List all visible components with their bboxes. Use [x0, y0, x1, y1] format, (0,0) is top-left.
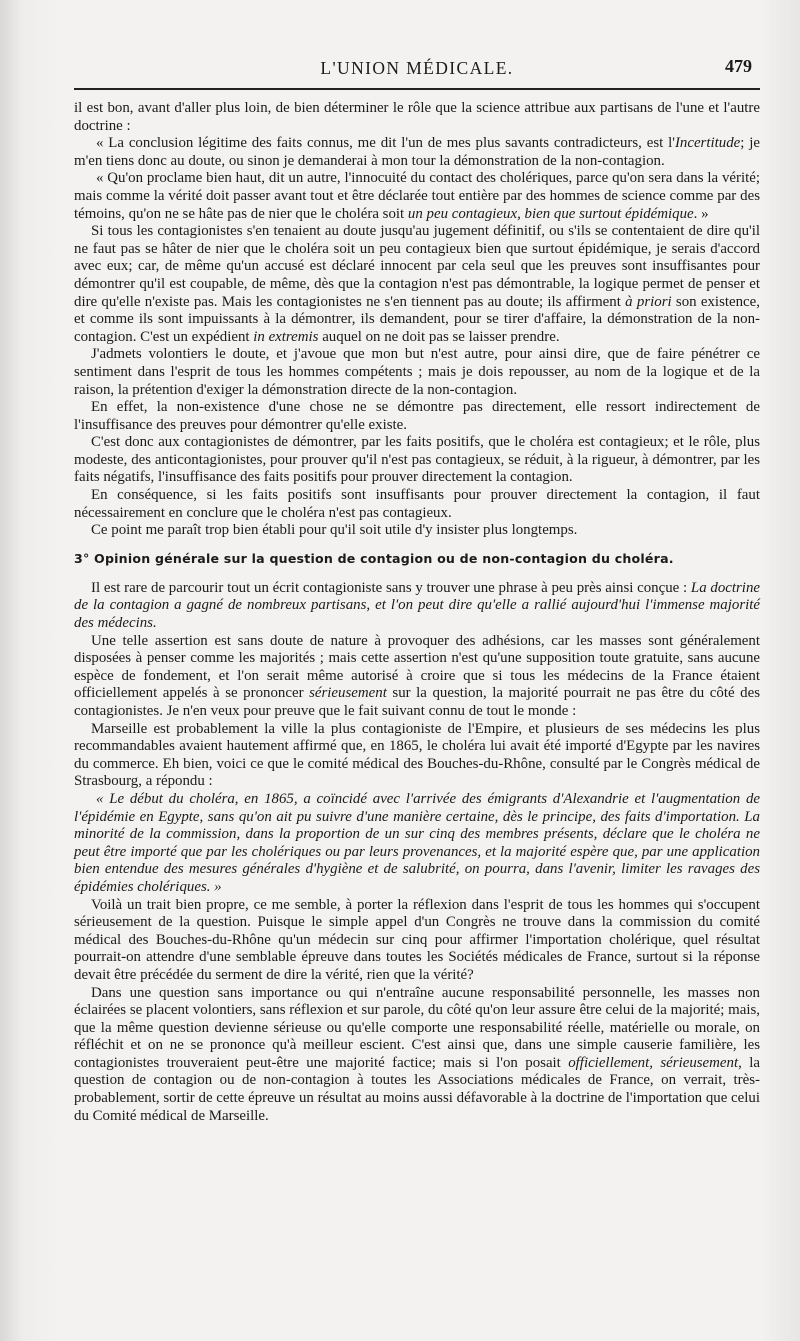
running-head: L'UNION MÉDICALE. — [320, 58, 514, 78]
paragraph — [74, 434, 760, 487]
italic-text: in extremis — [253, 328, 319, 345]
text-run: « Le début du choléra, en 1865, a coïncidé avec l'arrivée des émigrants d'Alexandrie et l'augmentation de l'épidémie en Egypte, sans qu'on ait pu suivre d'une manière certaine, dès le principe, des faits d'importation. La minorité de la commission, dans la proportion de un sur cinq des membres présents, déclare que le choléra ne peut être importé que par les cholériques ou par leurs provenances, et la majorité espère que, par une application bien entendue des mesures générales d'hygiène et de salubrité, on pourra, dans l'avenir, limiter les ravages des épidémies cholériques. » — [74, 790, 760, 895]
article-body — [74, 100, 760, 1125]
paragraph — [74, 897, 760, 985]
text-run: C'est donc aux contagionistes de démontrer, par les faits positifs, que le choléra est contagieux; et le rôle, plus modeste, des anticontagionistes, pour prouver qu'il n'est pas contagieux, se réduit, à la rigueur, à démontrer, par les faits négatifs, l'insuffisance des faits positifs pour prouver directement la contagion. — [74, 434, 760, 486]
text-run: En effet, la non-existence d'une chose ne se démontre pas directement, elle ressort indirectement de l'insuffisance des preuves pour démontrer qu'elle existe. — [74, 399, 760, 433]
page-number: 479 — [725, 56, 752, 76]
text-run: sur la question, la majorité pourrait ne pas être du côté des contagionistes. Je n'en veux pour preuve que le fait suivant connu de tout le monde : — [74, 685, 760, 719]
paragraph — [74, 633, 760, 721]
paragraph — [74, 346, 760, 399]
text-run: J'admets volontiers le doute, et j'avoue que mon but n'est autre, pour ainsi dire, que de faire pénétrer ce sentiment dans l'esprit de tous les hommes compétents ; mais je dois repousser, au nom de la logique et de la raison, la prétention d'exiger la démonstration directe de la non-contagion. — [74, 346, 760, 398]
paragraph — [74, 580, 760, 633]
italic-text: à priori — [625, 293, 672, 310]
text-run: Une telle assertion est sans doute de nature à provoquer des adhésions, car les masses sont généralement disposées à penser comme les majorités ; mais cette assertion n'est qu'une supposition toute gratuite, sans aucune espèce de fondement, et l'on serait même autorisé à croire que si tous les médecins de la France étaient officiellement appelés à se prononcer — [74, 632, 760, 702]
paragraph — [74, 100, 760, 135]
text-run: Voilà un trait bien propre, ce me semble, à porter la réflexion dans l'esprit de tous les hommes qui s'occupent sérieusement de la question. Puisque le simple appel d'un Congrès ne trouve dans la commission du comité médical des Bouches-du-Rhône qu'un médecin sur cinq pour affirmer l'importation cholérique, quel résultat pourrait-on attendre d'une semblable épreuve dans toutes les Sociétés médicales de France, surtout si la réponse devait être précédée du serment de dire la vérité, rien que la vérité? — [74, 896, 760, 983]
section-heading — [74, 550, 760, 568]
paragraph — [74, 223, 760, 346]
paragraph — [74, 170, 760, 223]
text-run: , la question de contagion ou de non-contagion à toutes les Associations médicales de France, on verrait, très-probablement, sortir de cette épreuve un résultat au moins aussi défavorable à la doctrine de l'importation que celui du Comité médical de Marseille. — [74, 1054, 760, 1124]
header-rule — [74, 88, 760, 90]
paragraph — [74, 135, 760, 170]
paragraph — [74, 985, 760, 1126]
text-run: auquel on ne doit pas se laisser prendre. — [318, 328, 560, 345]
text-run: il est bon, avant d'aller plus loin, de bien déterminer le rôle que la science attribue aux partisans de l'une et l'autre doctrine : — [74, 100, 760, 134]
paragraph — [74, 721, 760, 791]
italic-text: officiellement, sérieusement — [568, 1054, 739, 1071]
text-run: Ce point me paraît trop bien établi pour qu'il soit utile d'y insister plus longtemps. — [91, 522, 578, 539]
text-run: Dans une question sans importance ou qui n'entraîne aucune responsabilité personnelle, les masses non éclairées se placent volontiers, sans réflexion et sur parole, du côté qu'on leur assure être celui de la majorité; mais, que la même question devienne sérieuse ou qu'elle comporte une responsabilité réelle, matérielle ou morale, on réfléchit et on ne se prononce qu'à meilleur escient. C'est ainsi que, dans une simple causerie familière, les contagionistes trouveraient peut-être une majorité factice; mais si l'on posait — [74, 984, 760, 1071]
text-run: « Qu'on proclame bien haut, dit un autre, l'innocuité du contact des cholériques, parce qu'on sera dans la vérité; mais comme la vérité doit passer avant tout et être déclarée tout entière par des hommes de science comme par des témoins, qu'on ne se hâte pas de nier que le choléra soit — [74, 170, 760, 222]
text-run: Si tous les contagionistes s'en tenaient au doute jusqu'au jugement définitif, ou s'ils se contentaient de dire qu'il ne faut pas se hâter de nier que le choléra soit un peu contagieux bien que surtout épidémique, je serais d'accord avec eux; car, de même qu'un accusé est déclaré innocent par cela seul que les preuves sont insuffisantes pour démontrer qu'il est coupable, de même, dès que la contagion n'est pas démontrable, la logique permet de penser et dire qu'elle n'existe pas. Mais les contagionistes ne s'en tiennent pas au doute; ils affirment — [74, 223, 760, 310]
paragraph — [74, 791, 760, 897]
text-run: ; je m'en tiens donc au doute, ou sinon je demanderai à mon tour la démonstration de la non-contagion. — [74, 135, 760, 169]
text-run: son existence, et comme ils sont impuissants à la démontrer, ils demandent, pour se tirer d'affaire, la démonstration de la non-contagion. C'est un expédient — [74, 293, 760, 345]
italic-text: un peu contagieux, bien que surtout épidémique — [407, 205, 694, 222]
text-run: En conséquence, si les faits positifs sont insuffisants pour prouver directement la contagion, il faut nécessairement en conclure que le choléra n'est pas contagieux. — [74, 487, 760, 521]
italic-text: Incertitude — [674, 135, 741, 152]
page-header — [74, 52, 760, 86]
text-run: 3° Opinion générale sur la question de contagion ou de non-contagion du choléra. — [74, 550, 674, 566]
paragraph — [74, 522, 760, 540]
text-run: « La conclusion légitime des faits connus, me dit l'un de mes plus savants contradicteurs, est l' — [96, 135, 675, 152]
italic-text: La doctrine de la contagion a gagné de nombreux partisans, et l'on peut dire qu'elle a rallié aujourd'hui l'immense majorité des médecins. — [74, 579, 760, 632]
text-run: Il est rare de parcourir tout un écrit contagioniste sans y trouver une phrase à peu près ainsi conçue : — [91, 579, 691, 596]
text-run: Marseille est probablement la ville la plus contagioniste de l'Empire, et plusieurs de ses médecins les plus recommandables avaient hautement affirmé que, en 1865, le choléra lui avait été importé d'Egypte par les navires du commerce. Eh bien, voici ce que le comité médical des Bouches-du-Rhône, consulté par le Congrès médical de Strasbourg, a répondu : — [74, 720, 760, 790]
italic-text: sérieusement — [309, 685, 387, 702]
text-run: . » — [693, 205, 709, 222]
paragraph — [74, 399, 760, 434]
paragraph — [74, 487, 760, 522]
